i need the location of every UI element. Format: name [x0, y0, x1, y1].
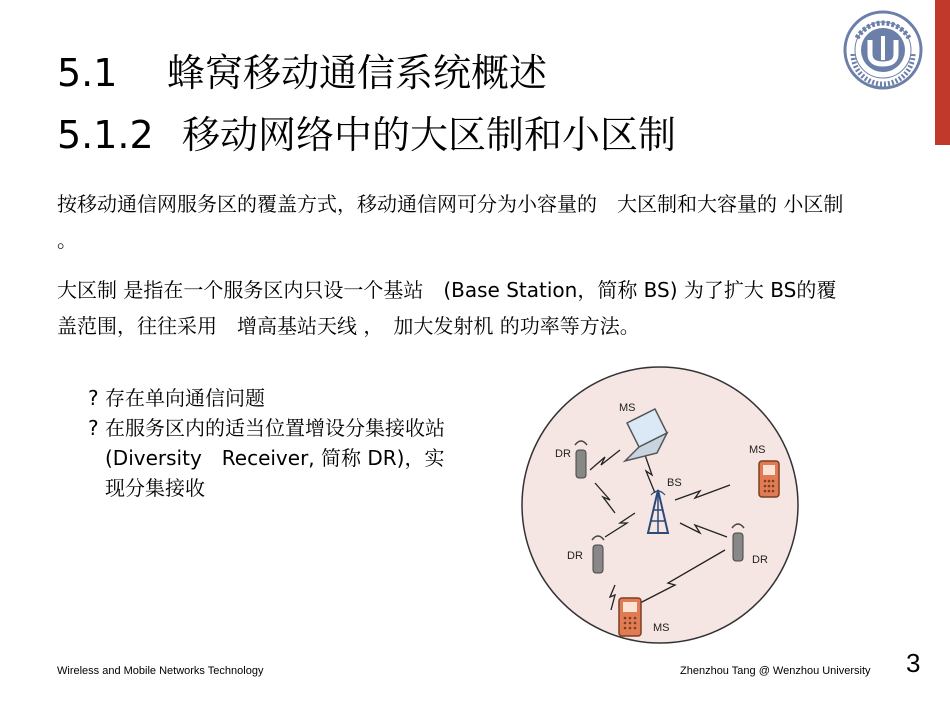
dr-left-label: DR	[555, 448, 571, 460]
subsection-number: 5.1.2	[57, 113, 154, 157]
section-title	[57, 50, 547, 96]
mobile-phone-icon	[619, 598, 641, 636]
bullet-mark: ?	[88, 416, 99, 440]
accent-bar	[935, 0, 950, 145]
subsection-title-text: 移动网络中的大区制和小区制	[182, 113, 677, 157]
ms-right-label: MS	[749, 444, 766, 456]
bullet-text: 存在单向通信问题	[105, 386, 265, 410]
bullet-list	[88, 383, 448, 503]
bullet-mark: ?	[88, 386, 99, 410]
macrocell-diagram	[515, 365, 805, 645]
bullet-item	[88, 383, 448, 413]
ms-bottom-label: MS	[653, 622, 670, 634]
subsection-title	[57, 112, 676, 158]
bullet-item	[88, 413, 448, 503]
ms-top-label: MS	[619, 402, 636, 414]
bullet-text: 在服务区内的适当位置增设分集接收站 (Diversity Receiver, 简称 DR)，实现分集接收	[105, 416, 445, 500]
section-number: 5.1	[57, 51, 118, 95]
section-title-text: 蜂窝移动通信系统概述	[167, 51, 548, 95]
dr-lower-left-label: DR	[567, 550, 583, 562]
footer-course-name: Wireless and Mobile Networks Technology	[57, 665, 264, 677]
bs-label: BS	[667, 477, 682, 489]
paragraph-macrocell: 大区制 是指在一个服务区内只设一个基站 (Base Station，简称 BS) 为了扩大 BS的覆盖范围，往往采用 增高基站天线 ， 加大发射机 的功率等方法。	[57, 278, 837, 338]
footer-author: Zhenzhou Tang @ Wenzhou University	[680, 665, 871, 677]
mobile-phone-icon	[759, 461, 779, 497]
university-logo	[843, 10, 923, 90]
page-number: 3	[906, 648, 921, 678]
paragraph-coverage: 按移动通信网服务区的覆盖方式，移动通信网可分为小容量的 大区制和大容量的 小区制 。	[57, 192, 844, 252]
service-area-circle	[522, 367, 798, 643]
dr-right-label: DR	[752, 554, 768, 566]
